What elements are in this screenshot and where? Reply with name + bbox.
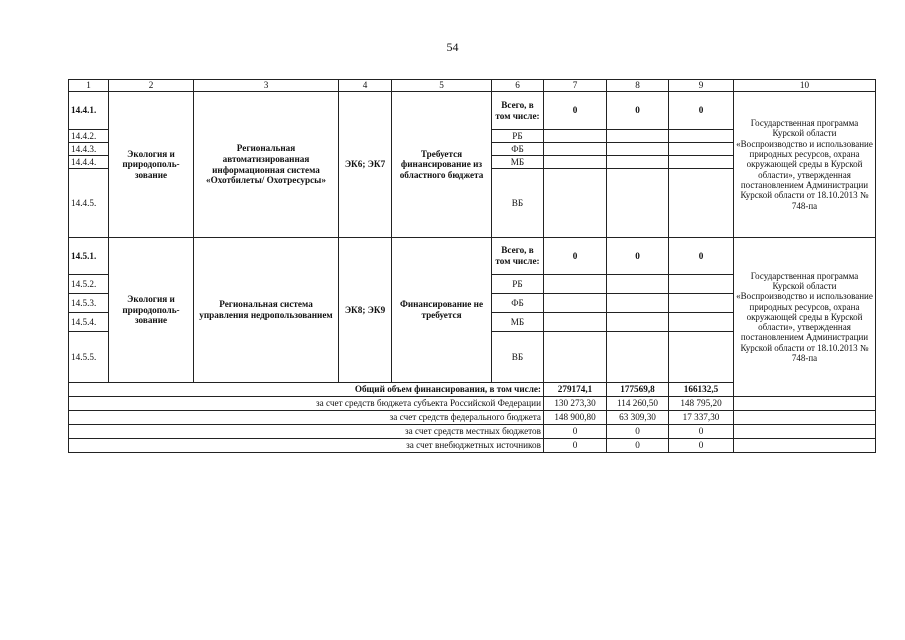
value-col-7 xyxy=(544,143,607,156)
summary-label: за счет средств бюджета субъекта Российской Федерации xyxy=(69,397,544,411)
col-header-5: 5 xyxy=(392,80,492,92)
col-header-9: 9 xyxy=(669,80,734,92)
col-header-8: 8 xyxy=(607,80,669,92)
system-name: Региональная автоматизированная информационная система «Охотбилеты/ Охотресурсы» xyxy=(194,92,339,238)
funding-source: РБ xyxy=(492,275,544,294)
summary-value-9: 17 337,30 xyxy=(669,411,734,425)
value-col-8 xyxy=(607,332,669,383)
value-col-7 xyxy=(544,313,607,332)
funding-source: МБ xyxy=(492,156,544,169)
value-col-8 xyxy=(607,156,669,169)
value-col-9 xyxy=(669,130,734,143)
summary-row xyxy=(69,411,876,425)
summary-label: за счет внебюджетных источников xyxy=(69,439,544,453)
summary-value-9: 166132,5 xyxy=(669,383,734,397)
summary-value-7: 0 xyxy=(544,425,607,439)
value-col-9 xyxy=(669,313,734,332)
summary-label: Общий объем финансирования, в том числе: xyxy=(69,383,544,397)
value-col-8 xyxy=(607,275,669,294)
row-number: 14.5.5. xyxy=(69,332,109,383)
value-col-7 xyxy=(544,332,607,383)
summary-value-7: 279174,1 xyxy=(544,383,607,397)
col-header-6: 6 xyxy=(492,80,544,92)
row-number: 14.4.4. xyxy=(69,156,109,169)
activity-area: Экология и природополь-зование xyxy=(109,92,194,238)
summary-label: за счет средств федерального бюджета xyxy=(69,411,544,425)
funding-source: ВБ xyxy=(492,332,544,383)
value-col-9 xyxy=(669,332,734,383)
col-header-1: 1 xyxy=(69,80,109,92)
summary-value-8: 114 260,50 xyxy=(607,397,669,411)
funding-source: Всего, в том числе: xyxy=(492,238,544,275)
table-row xyxy=(69,92,876,130)
column-number-row xyxy=(69,80,876,92)
target-codes: ЭК8; ЭК9 xyxy=(339,238,392,383)
page-number: 54 xyxy=(446,40,459,54)
value-col-7: 0 xyxy=(544,92,607,130)
value-col-9: 0 xyxy=(669,92,734,130)
summary-row xyxy=(69,439,876,453)
program-reference: Государственная программа Курской области «Воспроизводство и использование природных ресурсов, охрана окружающей среды в Курской области», утвержденная постановлением Администрации Курской области от 18.10.2013 № 748-па xyxy=(734,238,876,397)
funding-source: ВБ xyxy=(492,169,544,238)
value-col-9 xyxy=(669,169,734,238)
summary-value-7: 130 273,30 xyxy=(544,397,607,411)
summary-value-9: 0 xyxy=(669,439,734,453)
summary-value-8: 0 xyxy=(607,425,669,439)
value-col-8: 0 xyxy=(607,92,669,130)
value-col-8 xyxy=(607,130,669,143)
funding-source: РБ xyxy=(492,130,544,143)
summary-value-8: 0 xyxy=(607,439,669,453)
row-number: 14.5.3. xyxy=(69,294,109,313)
row-number: 14.5.1. xyxy=(69,238,109,275)
system-name: Региональная система управления недропользованием xyxy=(194,238,339,383)
value-col-8 xyxy=(607,294,669,313)
row-number: 14.4.5. xyxy=(69,169,109,238)
value-col-7 xyxy=(544,156,607,169)
value-col-8 xyxy=(607,143,669,156)
value-col-7 xyxy=(544,169,607,238)
value-col-8: 0 xyxy=(607,238,669,275)
summary-value-9: 148 795,20 xyxy=(669,397,734,411)
value-col-9 xyxy=(669,156,734,169)
value-col-7 xyxy=(544,130,607,143)
value-col-8 xyxy=(607,313,669,332)
row-number: 14.4.1. xyxy=(69,92,109,130)
value-col-7: 0 xyxy=(544,238,607,275)
summary-value-9: 0 xyxy=(669,425,734,439)
summary-value-7: 148 900,80 xyxy=(544,411,607,425)
summary-empty-cell xyxy=(734,439,876,453)
funding-source: Всего, в том числе: xyxy=(492,92,544,130)
row-number: 14.5.2. xyxy=(69,275,109,294)
col-header-4: 4 xyxy=(339,80,392,92)
financing-status: Требуется финансирование из областного бюджета xyxy=(392,92,492,238)
value-col-9 xyxy=(669,143,734,156)
value-col-9 xyxy=(669,275,734,294)
funding-source: ФБ xyxy=(492,143,544,156)
summary-value-8: 63 309,30 xyxy=(607,411,669,425)
col-header-7: 7 xyxy=(544,80,607,92)
value-col-7 xyxy=(544,294,607,313)
financing-table xyxy=(68,79,876,453)
value-col-7 xyxy=(544,275,607,294)
target-codes: ЭК6; ЭК7 xyxy=(339,92,392,238)
funding-source: МБ xyxy=(492,313,544,332)
value-col-8 xyxy=(607,169,669,238)
value-col-9: 0 xyxy=(669,238,734,275)
summary-row xyxy=(69,425,876,439)
summary-label: за счет средств местных бюджетов xyxy=(69,425,544,439)
summary-empty-cell xyxy=(734,397,876,411)
row-number: 14.4.3. xyxy=(69,143,109,156)
value-col-9 xyxy=(669,294,734,313)
summary-empty-cell xyxy=(734,425,876,439)
col-header-2: 2 xyxy=(109,80,194,92)
financing-status: Финансирование не требуется xyxy=(392,238,492,383)
col-header-3: 3 xyxy=(194,80,339,92)
summary-empty-cell xyxy=(734,411,876,425)
row-number: 14.5.4. xyxy=(69,313,109,332)
summary-value-7: 0 xyxy=(544,439,607,453)
row-number: 14.4.2. xyxy=(69,130,109,143)
table-row xyxy=(69,238,876,275)
summary-row xyxy=(69,397,876,411)
summary-value-8: 177569,8 xyxy=(607,383,669,397)
program-reference: Государственная программа Курской области «Воспроизводство и использование природных ресурсов, охрана окружающей среды в Курской области», утвержденная постановлением Администрации Курской области от 18.10.2013 № 748-па xyxy=(734,92,876,238)
funding-source: ФБ xyxy=(492,294,544,313)
activity-area: Экология и природополь-зование xyxy=(109,238,194,383)
col-header-10: 10 xyxy=(734,80,876,92)
